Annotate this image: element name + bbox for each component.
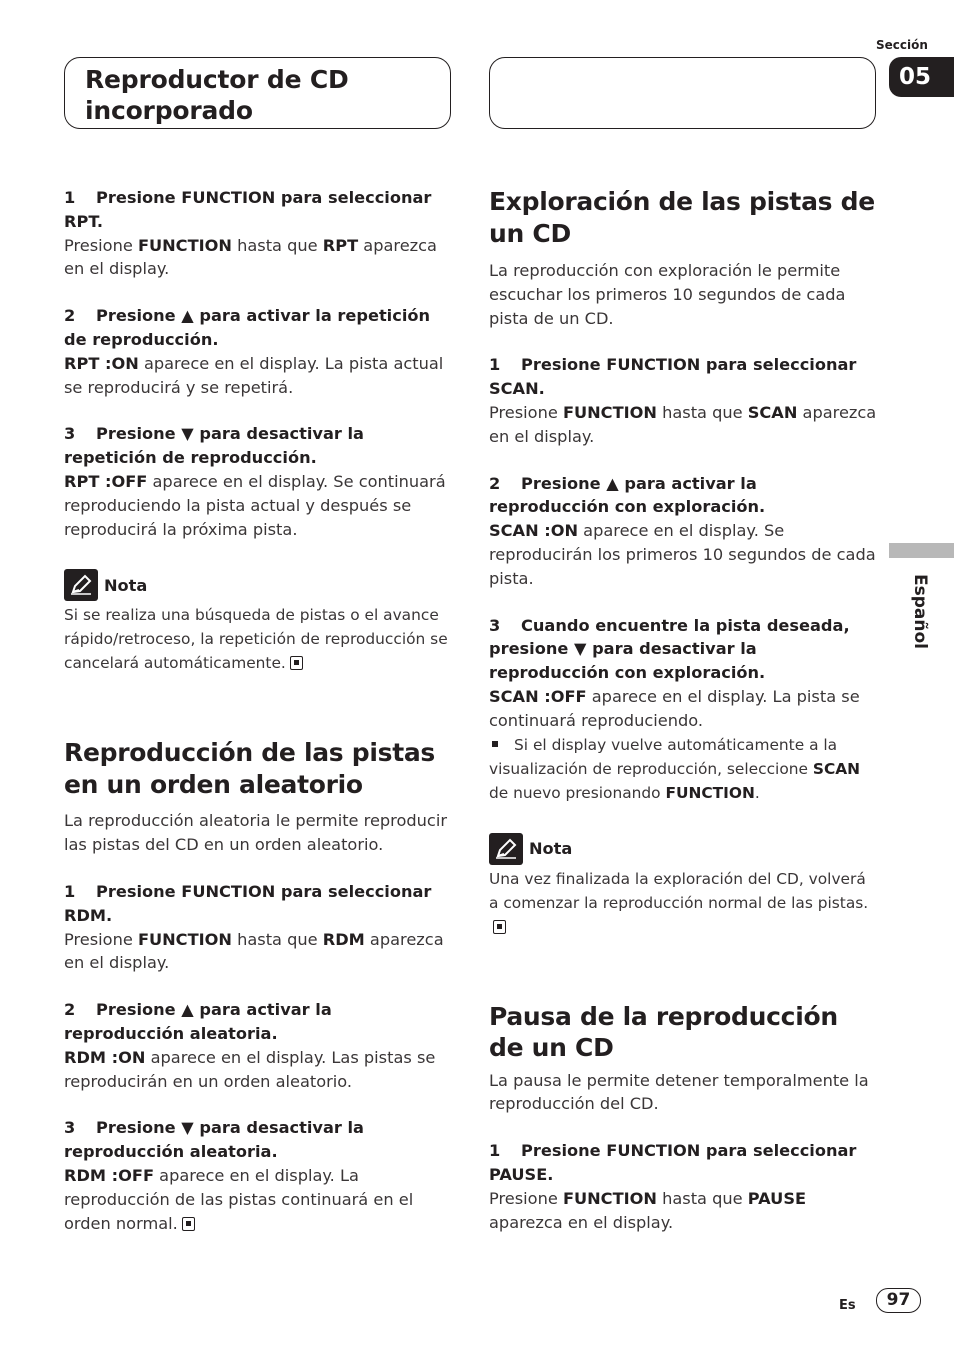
intro-text: La reproducción aleatoria le permite reproducir las pistas del CD en un orden aleatorio. xyxy=(64,811,447,855)
step-heading: 2 Presione ▲ para activar la reproducción con exploración. xyxy=(489,473,766,517)
note-block xyxy=(64,569,454,675)
step-body: Presione FUNCTION hasta que RPT aparezca en el display. xyxy=(64,235,437,279)
step-body: RDM :OFF aparece en el display. La reproducción de las pistas continuará en el orden normal. xyxy=(64,1165,414,1233)
end-mark-icon xyxy=(493,920,506,934)
page-number: 97 xyxy=(876,1288,921,1313)
language-label: Español xyxy=(910,574,930,649)
section-header-box xyxy=(64,57,451,129)
step-heading: 3 Presione ▼ para desactivar la repetición de reproducción. xyxy=(64,424,364,468)
step-body: RPT :ON aparece en el display. La pista actual se reproducirá y se repetirá. xyxy=(64,353,444,397)
step-body: SCAN :ON aparece en el display. Se reproducirán los primeros 10 segundos de cada pista. xyxy=(489,521,876,588)
footer-language: Es xyxy=(839,1298,856,1313)
note-label: Nota xyxy=(104,575,148,595)
section-heading: Pausa de la reproducción de un CD xyxy=(489,1001,838,1063)
right-column xyxy=(489,186,879,1234)
section-label: Sección xyxy=(876,38,928,52)
pencil-icon xyxy=(489,833,523,865)
step-body: RDM :ON aparece en el display. Las pistas se reproducirán en un orden aleatorio. xyxy=(64,1047,436,1091)
section-heading: Exploración de las pistas de un CD xyxy=(489,187,875,248)
bullet-item: Si el display vuelve automáticamente a la visualización de reproducción, seleccione SCAN de nuevo presionando FUNCTION. xyxy=(489,735,861,802)
end-mark-icon xyxy=(290,656,303,670)
step-body: RPT :OFF aparece en el display. Se continuará reproduciendo la pista actual y después se reproducirá la próxima pista. xyxy=(64,471,446,539)
step-body: Presione FUNCTION hasta que PAUSE aparezca en el display. xyxy=(489,1188,807,1232)
language-tab-bar xyxy=(889,543,954,558)
empty-header-box xyxy=(489,57,876,129)
left-column xyxy=(64,186,454,1235)
step-heading: 1 Presione FUNCTION para seleccionar SCAN. xyxy=(489,355,857,399)
section-title: Reproductor de CD incorporado xyxy=(85,65,349,125)
intro-text: La pausa le permite detener temporalmente la reproducción del CD. xyxy=(489,1070,869,1114)
step-heading: 1 Presione FUNCTION para seleccionar RDM. xyxy=(64,881,432,925)
step-heading: 1 Presione FUNCTION para seleccionar RPT. xyxy=(64,188,432,231)
square-bullet-icon xyxy=(492,741,498,747)
step-body: SCAN :OFF aparece en el display. La pista se continuará reproduciendo. xyxy=(489,686,860,730)
note-label: Nota xyxy=(529,839,573,859)
step-heading: 2 Presione ▲ para activar la repetición de reproducción. xyxy=(64,306,431,349)
note-block xyxy=(489,833,879,939)
pencil-icon xyxy=(64,569,98,601)
note-text: Una vez finalizada la exploración del CD, volverá a comenzar la reproducción normal de las pistas. xyxy=(489,867,879,939)
intro-text: La reproducción con exploración le permite escuchar los primeros 10 segundos de cada pista de un CD. xyxy=(489,261,846,328)
step-heading: 3 Presione ▼ para desactivar la reproducción aleatoria. xyxy=(64,1118,364,1162)
step-heading: 3 Cuando encuentre la pista deseada, presione ▼ para desactivar la reproducción con exploración. xyxy=(489,615,850,683)
step-body: Presione FUNCTION hasta que RDM aparezca en el display. xyxy=(64,929,444,973)
section-heading: Reproducción de las pistas en un orden aleatorio xyxy=(64,738,436,799)
section-number-tab: 05 xyxy=(889,57,954,97)
note-text: Si se realiza una búsqueda de pistas o el avance rápido/retroceso, la repetición de reproducción se cancelará automáticamente. xyxy=(64,606,448,673)
step-heading: 1 Presione FUNCTION para seleccionar PAUSE. xyxy=(489,1141,857,1184)
end-mark-icon xyxy=(182,1217,195,1231)
step-body: Presione FUNCTION hasta que SCAN aparezca en el display. xyxy=(489,402,877,446)
step-heading: 2 Presione ▲ para activar la reproducción aleatoria. xyxy=(64,1000,332,1043)
